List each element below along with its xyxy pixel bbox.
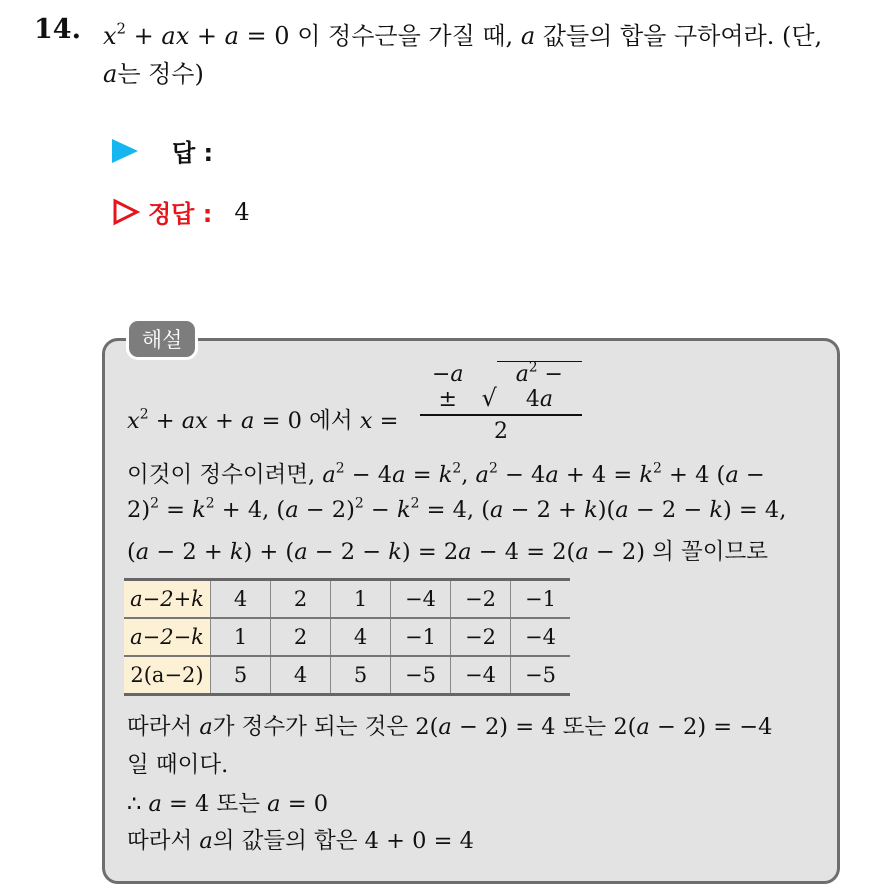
- solution-line-2: 이것이 정수이려면, $a^2 - 4a = k^2$, $a^2 - 4a + 4 = k^2 + 4$ (a −: [127, 460, 765, 488]
- solution-line-8: 따라서 a의 값들의 합은 4 + 0 = 4: [127, 828, 474, 854]
- solution-line-1-text: 에서: [309, 408, 353, 434]
- solution-line-5: 따라서 a가 정수가 되는 것은 2(a − 2) = 4 또는 2(a − 2) = −4: [127, 714, 773, 740]
- table-cell: −1: [391, 618, 451, 656]
- solution-line-3: $2)^2 = k^2 + 4$, $(a - 2)^2 - k^2 = 4$, (a − 2 + k)(a − 2 − k) = 4,: [127, 495, 787, 523]
- question-equation: $x^2$ + ax + a = 0: [103, 19, 290, 50]
- solution-line-2-lead: 이것이 정수이려면,: [127, 462, 316, 488]
- condition-variable: a: [103, 60, 118, 88]
- solution-line-8-lead: 따라서: [127, 828, 193, 854]
- question-number: 14.: [34, 14, 81, 45]
- sqrt-icon: √: [481, 384, 497, 412]
- question-stem-tail: 값들의 합을 구하여라. (단,: [542, 22, 823, 50]
- table-cell: 2: [271, 580, 331, 619]
- solution-line-7-or: 또는: [216, 791, 260, 817]
- table-cell: 4: [211, 580, 271, 619]
- solution-line-4: (a − 2 + k) + (a − 2 − k) = 2a − 4 = 2(a − 2) 의 꼴이므로: [127, 539, 768, 565]
- table-cell: −2: [451, 618, 511, 656]
- table-cell: −4: [511, 618, 571, 656]
- question-stem-text: 이 정수근을 가질 때,: [297, 22, 514, 50]
- fraction-bar: [420, 414, 582, 416]
- table-cell: −5: [391, 656, 451, 695]
- table-cell: 4: [271, 656, 331, 695]
- table-cell: −5: [511, 656, 571, 695]
- radicand: $a^2 - 4a$: [497, 361, 582, 412]
- solution-line-5-mid: 가 정수가 되는 것은: [212, 714, 409, 740]
- question-stem-line1: [103, 16, 822, 51]
- table-cell: 2: [271, 618, 331, 656]
- explanation-tag: 해설: [126, 318, 198, 360]
- table-cell: 4: [331, 618, 391, 656]
- condition-text: 는 정수): [117, 60, 204, 88]
- fraction-denominator: 2: [494, 418, 508, 444]
- solution-line-6: 일 때이다.: [127, 752, 229, 778]
- play-triangle-icon: [112, 139, 138, 163]
- table-row-header: 2(a−2): [124, 656, 211, 695]
- table-cell: −4: [451, 656, 511, 695]
- answer-label: 답 :: [172, 139, 214, 167]
- correct-answer-row: [112, 194, 250, 229]
- solution-line-7: ∴ a = 4 또는 a = 0: [127, 791, 329, 817]
- question-stem-line2: [103, 54, 204, 89]
- table-row: [124, 656, 570, 695]
- solution-line-8-mid: 의 값들의 합은: [212, 828, 358, 854]
- values-table: [124, 578, 570, 696]
- answer-row: [112, 133, 213, 168]
- table-cell: 5: [331, 656, 391, 695]
- table-row: [124, 618, 570, 656]
- solution-line-5-or: 또는: [562, 714, 607, 740]
- correct-answer-value: 4: [234, 197, 250, 226]
- solution-line-1: $x^2$ + ax + a = 0 에서 x =: [127, 406, 399, 434]
- table-cell: −4: [391, 580, 451, 619]
- outline-triangle-icon: [112, 198, 140, 226]
- fraction-numerator: [420, 359, 582, 412]
- table-cell: −2: [451, 580, 511, 619]
- solution-line-4-tail: 의 꼴이므로: [652, 539, 768, 565]
- table-row-header: a−2−k: [124, 618, 211, 656]
- correct-answer-label: 정답 :: [148, 200, 213, 228]
- numerator-text: −a ±: [431, 362, 464, 412]
- question-variable: a: [520, 22, 536, 50]
- solution-line-5-lead: 따라서: [127, 714, 193, 740]
- table-cell: 1: [211, 618, 271, 656]
- table-cell: 1: [331, 580, 391, 619]
- table-row: [124, 580, 570, 619]
- quadratic-formula-fraction: [420, 359, 582, 444]
- table-cell: 5: [211, 656, 271, 695]
- table-cell: −1: [511, 580, 571, 619]
- table-row-header: a−2+k: [124, 580, 211, 619]
